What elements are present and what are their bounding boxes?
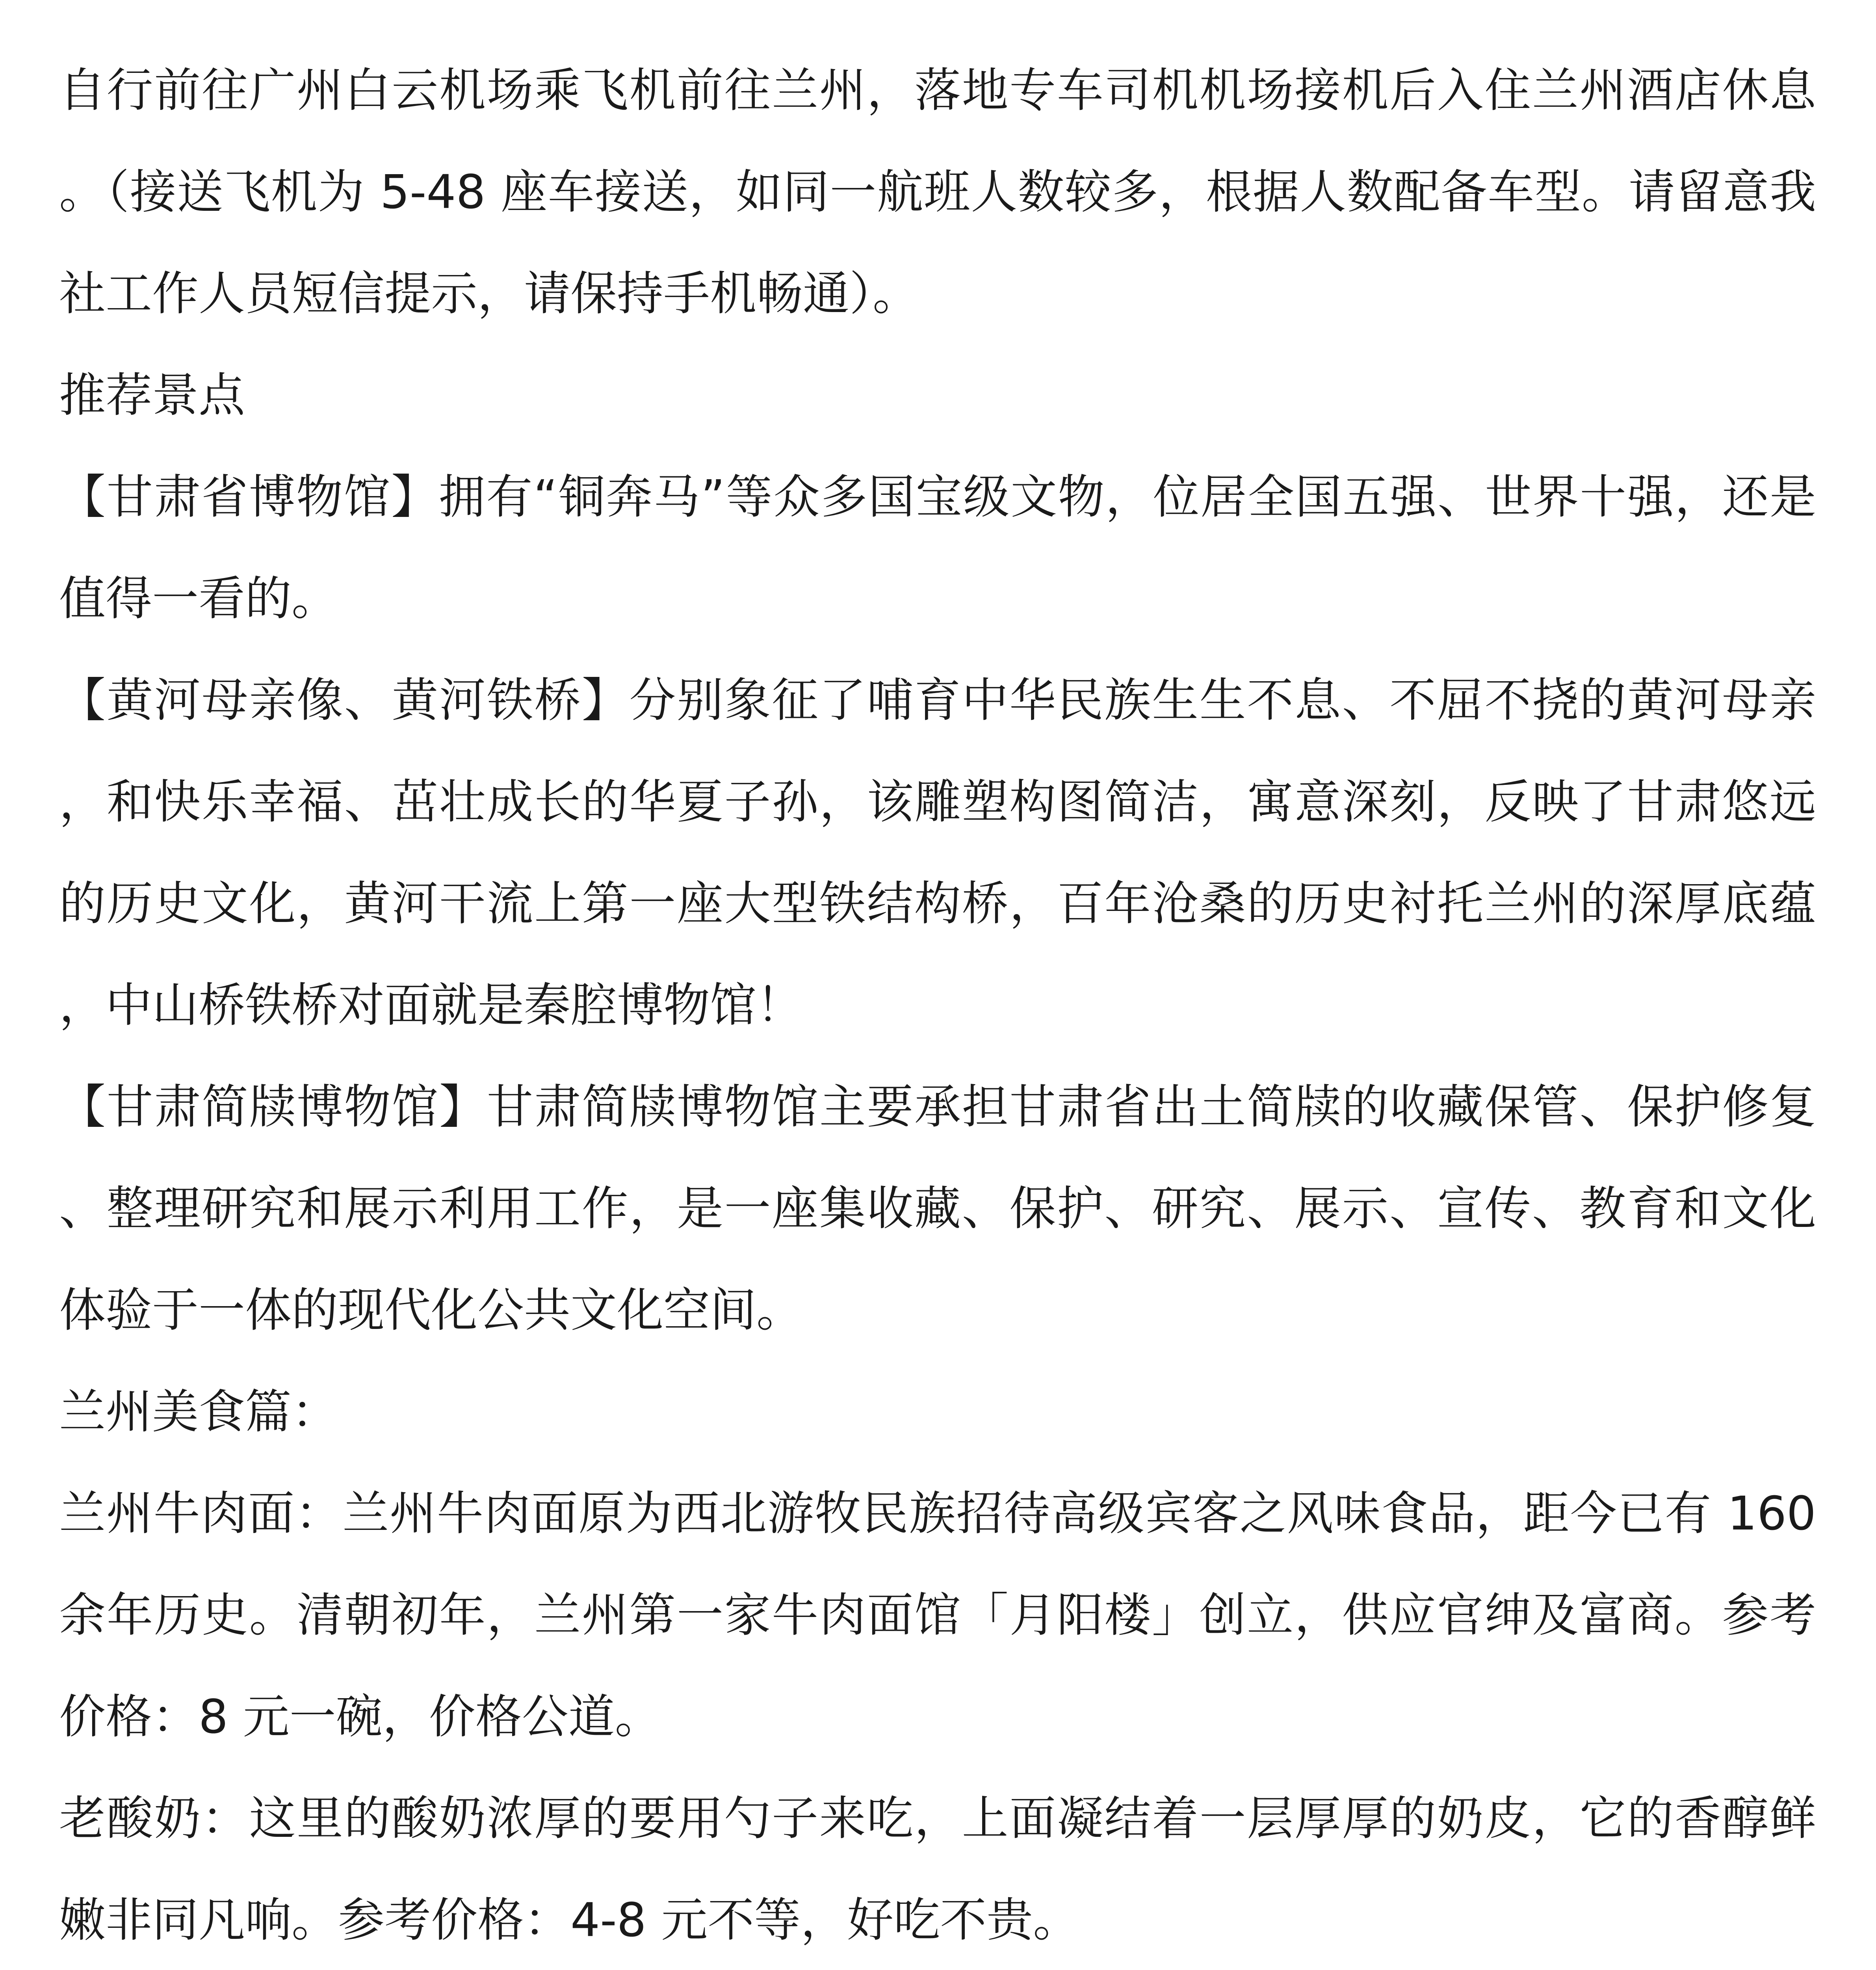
paragraph-bamboo-slips-museum: 【甘肃简牍博物馆】甘肃简牍博物馆主要承担甘肃省出土简牍的收藏保管、保护修复、整理研究和展示利用工作，是一座集收藏、保护、研究、展示、宣传、教育和文化体验于一体的现代化公共文化空间。 bbox=[59, 1080, 1816, 1337]
paragraph-yellow-river: 【黄河母亲像、黄河铁桥】分别象征了哺育中华民族生生不息、不屈不挠的黄河母亲，和快乐幸福、茁壮成长的华夏子孙，该雕塑构图简洁，寓意深刻，反映了甘肃悠远的历史文化，黄河干流上第一座大型铁结构桥，百年沧桑的历史衬托兰州的深厚底蕴，中山桥铁桥对面就是秦腔博物馆！ bbox=[59, 673, 1816, 1032]
heading-recommended-sights: 推荐景点 bbox=[59, 368, 245, 422]
heading-lanzhou-food: 兰州美食篇： bbox=[59, 1385, 338, 1439]
paragraph-old-yogurt: 老酸奶：这里的酸奶浓厚的要用勺子来吃，上面凝结着一层厚厚的奶皮，它的香醇鲜嫩非同凡响。参考价格：4-8 元不等，好吃不贵。 bbox=[59, 1791, 1816, 1947]
paragraph-arrival: 自行前往广州白云机场乘飞机前往兰州，落地专车司机机场接机后入住兰州酒店休息。（接送飞机为 5-48 座车接送，如同一航班人数较多，根据人数配备车型。请留意我社工作人员短信提示，请保持手机畅通）。 bbox=[59, 63, 1816, 321]
paragraph-gansu-museum: 【甘肃省博物馆】拥有“铜奔马”等众多国宝级文物，位居全国五强、世界十强，还是值得一看的。 bbox=[59, 470, 1816, 626]
paragraph-beef-noodles: 兰州牛肉面：兰州牛肉面原为西北游牧民族招待高级宾客之风味食品，距今已有 160 余年历史。清朝初年，兰州第一家牛肉面馆「月阳楼」创立，供应官绅及富商。参考价格：8 元一碗，价格公道。 bbox=[59, 1486, 1816, 1744]
document-body bbox=[59, 39, 1816, 1970]
